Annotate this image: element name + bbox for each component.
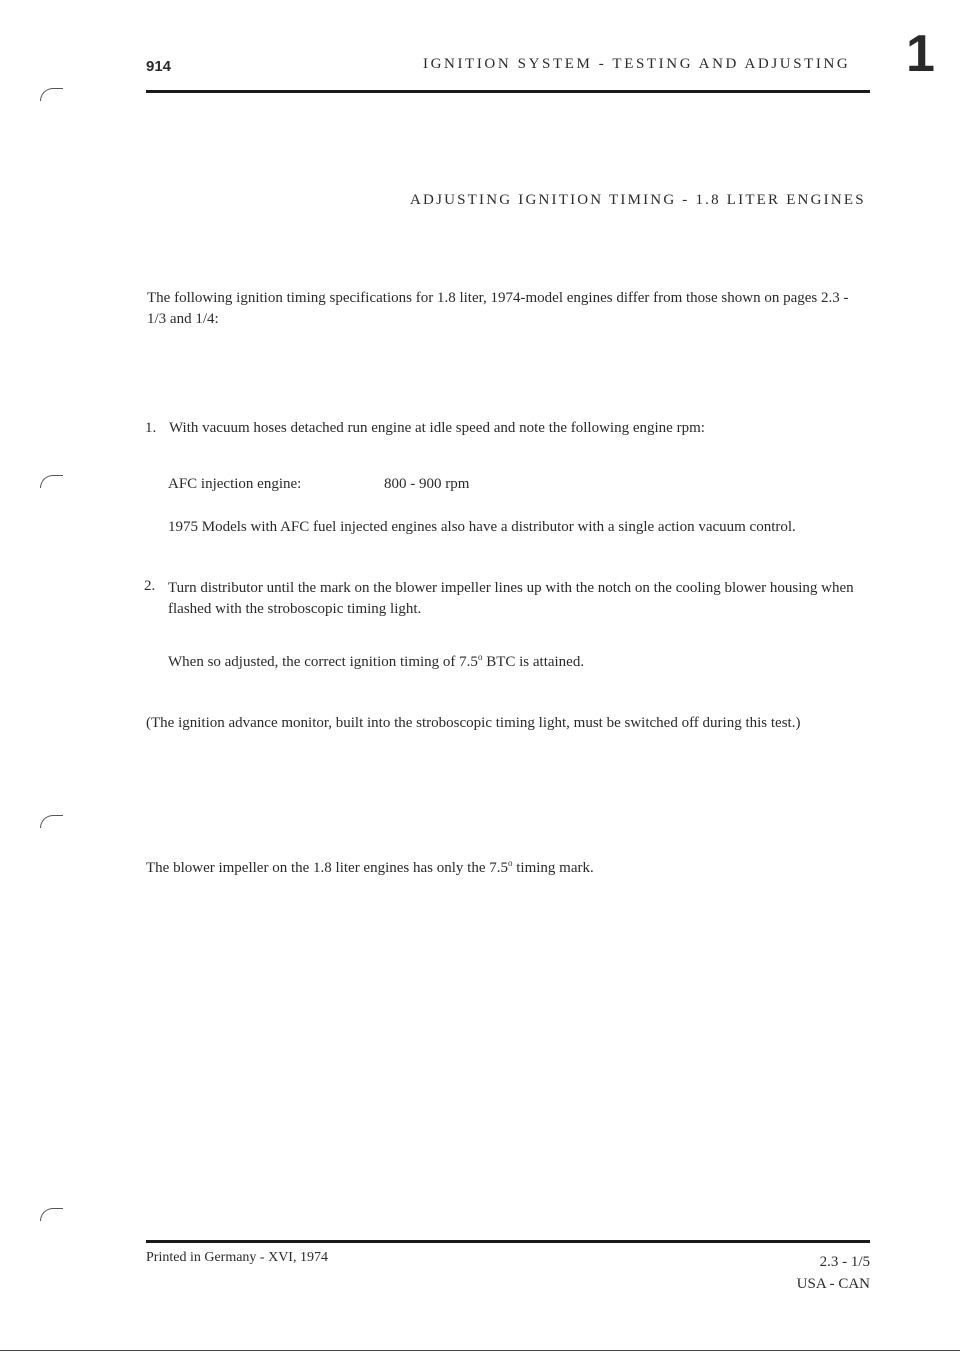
note-1975-models: 1975 Models with AFC fuel injected engines also have a distributor with a single action vacuum control. — [168, 519, 796, 535]
model-number: 914 — [146, 58, 172, 75]
spec-value: 800 - 900 rpm — [384, 476, 470, 492]
binder-hole-mark — [40, 475, 63, 488]
impeller-text-before: The blower impeller on the 1.8 liter engines has only the 7.5 — [146, 860, 508, 876]
scan-edge-line — [0, 1350, 960, 1351]
spec-label: AFC injection engine: — [168, 476, 302, 492]
step-1-number: 1. — [145, 420, 157, 436]
intro-paragraph: The following ignition timing specifications for 1.8 liter, 1974-model engines differ from those shown on pages 2.3 - 1/3 and 1/4: — [147, 290, 849, 327]
impeller-note — [146, 858, 594, 877]
step-1-text: With vacuum hoses detached run engine at idle speed and note the following engine rpm: — [169, 420, 705, 436]
degree-symbol: o — [477, 652, 483, 662]
adjusted-timing-text — [168, 652, 584, 671]
page-reference: 2.3 - 1/5 — [819, 1254, 870, 1270]
step-2-number: 2. — [144, 578, 156, 594]
footer-rule — [146, 1240, 870, 1243]
binder-hole-mark — [40, 815, 63, 828]
binder-hole-mark — [40, 1208, 63, 1221]
section-title: ADJUSTING IGNITION TIMING - 1.8 LITER ENGINES — [410, 192, 866, 208]
adjusted-text-after: BTC is attained. — [482, 654, 585, 670]
header-title: IGNITION SYSTEM - TESTING AND ADJUSTING — [423, 56, 851, 72]
step-2-text: Turn distributor until the mark on the blower impeller lines up with the notch on the cooling blower housing when flashed with the stroboscopic timing light. — [168, 580, 854, 617]
adjusted-text-before: When so adjusted, the correct ignition timing of 7.5 — [168, 654, 478, 670]
impeller-text-after: timing mark. — [512, 860, 594, 876]
section-number: 1 — [906, 25, 935, 83]
header-rule — [146, 90, 870, 93]
binder-hole-mark — [40, 88, 63, 101]
monitor-note: (The ignition advance monitor, built into the stroboscopic timing light, must be switched off during this test.) — [146, 715, 801, 731]
region-code: USA - CAN — [796, 1276, 870, 1292]
degree-symbol: o — [508, 858, 513, 868]
printed-line: Printed in Germany - XVI, 1974 — [146, 1250, 328, 1265]
